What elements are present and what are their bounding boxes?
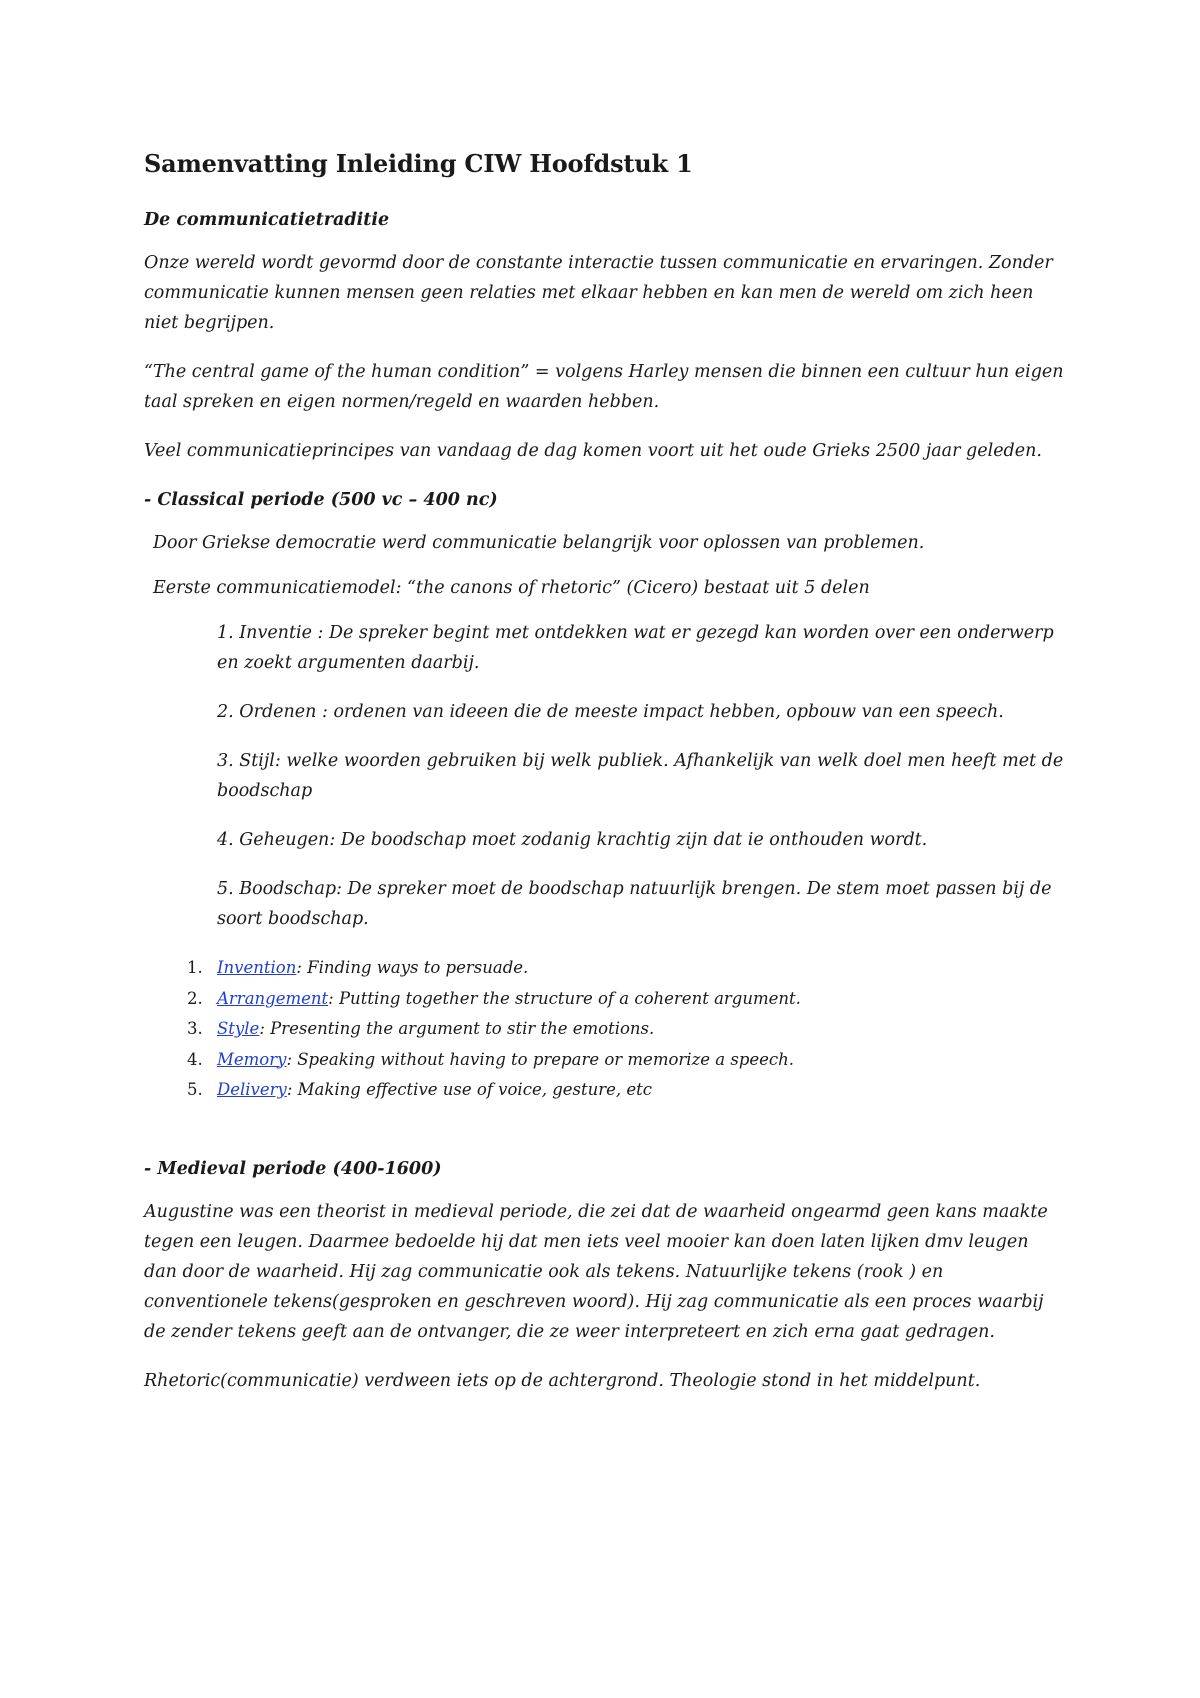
list-item: [144, 953, 1064, 984]
paragraph: Onze wereld wordt gevormd door de constante interactie tussen communicatie en ervaringen. Zonder communicatie kunnen mensen geen relaties met elkaar hebben en kan men de wereld om zich heen niet begrijpen.: [144, 253, 1053, 333]
memory-link[interactable]: Memory: [217, 1049, 287, 1069]
canon-item: 1. Inventie : De spreker begint met ontdekken wat er gezegd kan worden over een onderwerp en zoekt argumenten daarbij.: [217, 623, 1054, 673]
canon-item: 5. Boodschap: De spreker moet de boodschap natuurlijk brengen. De stem moet passen bij de soort boodschap.: [217, 879, 1052, 929]
paragraph: Augustine was een theorist in medieval periode, die zei dat de waarheid ongearmd geen kans maakte tegen een leugen. Daarmee bedoelde hij dat men iets veel mooier kan doen laten lijken dmv leugen dan door de waarheid. Hij zag communicatie ook als tekens. Natuurlijke tekens (rook ) en conventionele tekens(gesproken en geschreven woord). Hij zag communicatie als een proces waarbij de zender tekens geeft aan de ontvanger, die ze weer interpreteert en zich erna gaat gedragen.: [144, 1201, 1048, 1342]
spacer: [144, 1106, 1064, 1154]
list-item-text: : Finding ways to persuade.: [296, 958, 529, 977]
paragraph: Door Griekse democratie werd communicatie belangrijk voor oplossen van problemen.: [153, 533, 925, 553]
list-item: [144, 1045, 1064, 1076]
paragraph: Rhetoric(communicatie) verdween iets op de achtergrond. Theologie stond in het middelpunt.: [144, 1370, 981, 1391]
section-heading-medieval: - Medieval periode (400-1600): [144, 1158, 442, 1179]
list-number: 1.: [187, 958, 203, 977]
list-item: [144, 984, 1064, 1015]
list-number: 2.: [187, 988, 203, 1008]
invention-link[interactable]: Invention: [217, 958, 297, 977]
canons-english-list: [144, 953, 1064, 1106]
list-item-text: : Presenting the argument to stir the emotions.: [259, 1019, 655, 1038]
section-heading-communicatietraditie: De communicatietraditie: [144, 210, 390, 230]
list-item-text: : Making effective use of voice, gesture, etc: [286, 1080, 653, 1099]
list-number: 3.: [187, 1019, 203, 1038]
list-number: 4.: [187, 1049, 203, 1069]
list-item: [144, 1014, 1064, 1045]
list-item-text: : Putting together the structure of a coherent argument.: [328, 988, 801, 1008]
document-title: Samenvatting Inleiding CIW Hoofdstuk 1: [144, 149, 693, 178]
delivery-link[interactable]: Delivery: [217, 1080, 287, 1099]
paragraph: “The central game of the human condition” = volgens Harley mensen die binnen een cultuur hun eigen taal spreken en eigen normen/regeld en waarden hebben.: [144, 362, 1064, 412]
list-item: [144, 1075, 1064, 1106]
section-heading-classical: - Classical periode (500 vc – 400 nc): [144, 490, 498, 510]
paragraph: Veel communicatieprincipes van vandaag de dag komen voort uit het oude Grieks 2500 jaar geleden.: [144, 441, 1042, 461]
canon-item: 3. Stijl: welke woorden gebruiken bij welk publiek. Afhankelijk van welk doel men heeft met de boodschap: [217, 751, 1064, 801]
style-link[interactable]: Style: [217, 1019, 260, 1038]
document-page: [144, 140, 1064, 1415]
arrangement-link[interactable]: Arrangement: [217, 988, 329, 1008]
canon-item: 4. Geheugen: De boodschap moet zodanig krachtig zijn dat ie onthouden wordt.: [217, 830, 928, 850]
list-item-text: : Speaking without having to prepare or memorize a speech.: [286, 1049, 795, 1069]
paragraph: Eerste communicatiemodel: “the canons of rhetoric” (Cicero) bestaat uit 5 delen: [153, 578, 870, 598]
canon-item: 2. Ordenen : ordenen van ideeen die de meeste impact hebben, opbouw van een speech.: [217, 702, 1004, 722]
list-number: 5.: [187, 1080, 203, 1099]
